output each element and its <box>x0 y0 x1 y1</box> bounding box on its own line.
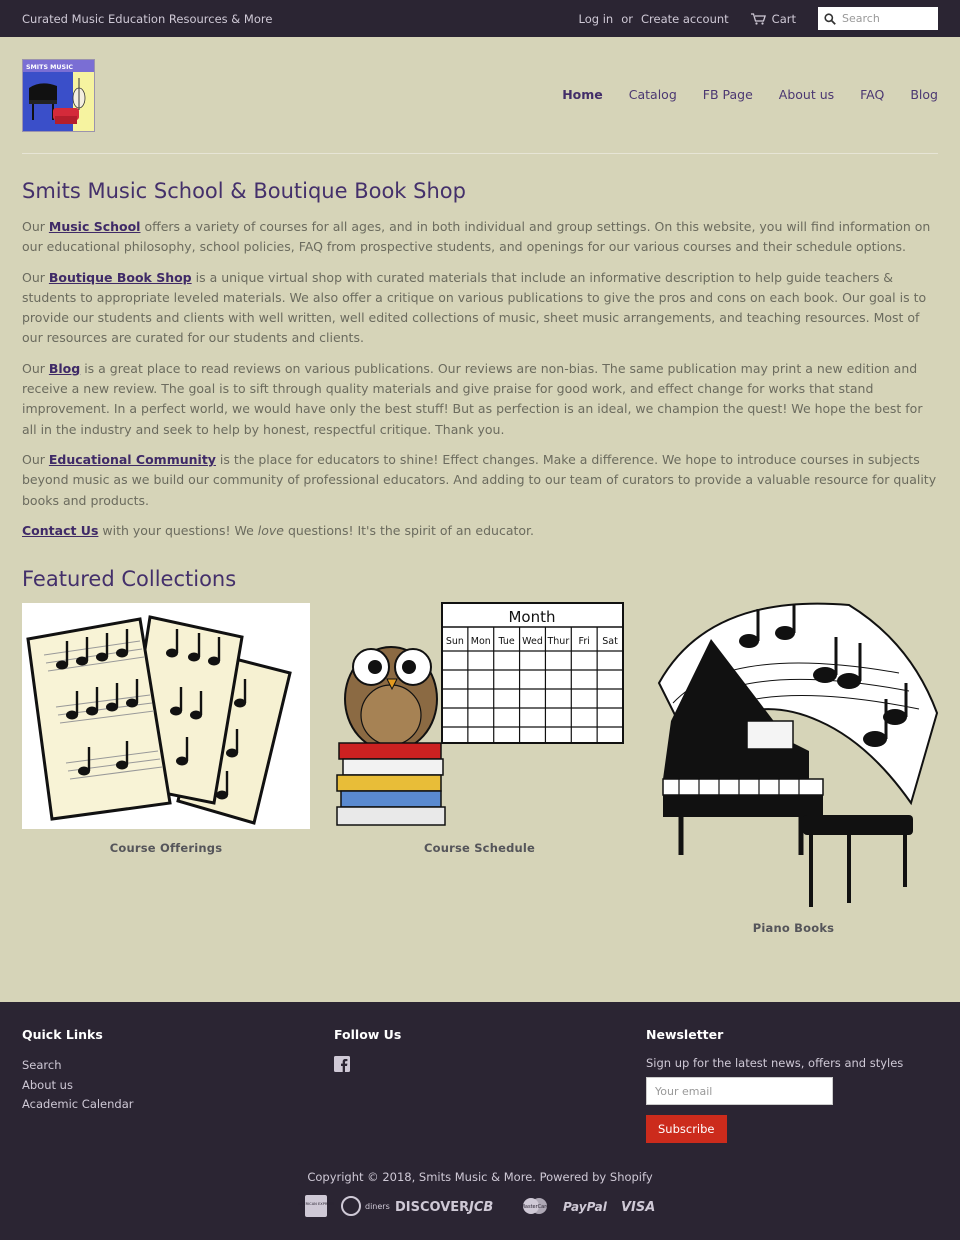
blog-link[interactable]: Blog <box>48 360 81 376</box>
collection-course-offerings[interactable] <box>22 603 310 935</box>
music-school-link[interactable]: Music School <box>48 219 141 234</box>
calendar-day-label: Tue <box>498 636 515 648</box>
copyright: Copyright © 2018, Smits Music & More. Powered by Shopify <box>307 1170 653 1184</box>
quick-links <box>22 1027 134 1115</box>
cart-label: Cart <box>771 11 796 26</box>
featured-title: Featured Collections <box>22 567 237 592</box>
newsletter-title: Newsletter <box>646 1027 724 1042</box>
calendar-day-label: Thur <box>547 636 570 648</box>
jcb-icon <box>469 1195 507 1217</box>
paragraph-music-school: Our Music School offers a variety of courses for all ages, and in both individual and group settings. On this website, you will find information on our educational philosophy, school policies, FAQ from prospective students, and openings for our various courses and their schedule options. <box>22 219 931 255</box>
paypal-icon <box>563 1195 607 1217</box>
owl-calendar-image <box>335 603 624 829</box>
calendar-day-label: Fri <box>578 636 590 648</box>
collection-caption[interactable]: Course Offerings <box>109 841 223 856</box>
nav-blog[interactable]: Blog <box>910 87 938 102</box>
svg-text:MasterCard: MasterCard <box>520 1204 550 1210</box>
subscribe-button[interactable]: Subscribe <box>646 1115 727 1143</box>
visa-icon <box>621 1195 655 1217</box>
cart-link[interactable] <box>751 12 796 26</box>
follow-us <box>334 1027 401 1076</box>
footer-link-about-us[interactable]: About us <box>22 1077 73 1092</box>
svg-text:PayPal: PayPal <box>563 1200 607 1214</box>
discover-icon <box>395 1195 470 1217</box>
site-footer <box>0 1002 960 1240</box>
amex-icon <box>297 1195 335 1217</box>
newsletter <box>646 1027 903 1143</box>
paragraph-blog: Our Blog is a great place to read reviews on various publications. Our reviews are non-bias. The same publication may print a new edition and receive a new review. The goal is to sift through quality materials and give praise for good work, and effect change for works that stand improvement. In a perfect world, we would have only the best stuff! But as perfection is an ideal, we champion the quest! We hope the best for all in the industry and seek to help by honest, respectful critique. Thank you. <box>22 360 923 437</box>
follow-us-title: Follow Us <box>334 1027 402 1042</box>
login-link[interactable]: Log in <box>578 11 614 26</box>
nav-catalog[interactable]: Catalog <box>628 87 677 102</box>
site-header <box>22 37 938 154</box>
newsletter-text: Sign up for the latest news, offers and styles <box>646 1056 904 1070</box>
main-nav <box>562 87 938 102</box>
nav-fb-page[interactable]: FB Page <box>702 87 753 102</box>
email-input[interactable]: Your email <box>646 1077 833 1105</box>
sheet-music-image <box>22 603 310 829</box>
collection-caption[interactable]: Piano Books <box>752 921 835 936</box>
collection-piano-books[interactable] <box>649 603 938 935</box>
search-input[interactable] <box>842 12 928 25</box>
svg-text:JCB: JCB <box>469 1200 494 1215</box>
page-title: Smits Music School & Boutique Book Shop <box>22 179 466 203</box>
search-box[interactable] <box>818 7 938 30</box>
nav-faq[interactable]: FAQ <box>860 87 885 102</box>
site-logo[interactable] <box>22 59 95 132</box>
footer-link-search[interactable]: Search <box>22 1058 62 1072</box>
payment-icons <box>0 1195 960 1217</box>
educational-community-link[interactable]: Educational Community <box>48 451 216 467</box>
collection-course-schedule[interactable] <box>335 603 624 935</box>
top-bar <box>0 0 960 37</box>
svg-text:VISA: VISA <box>621 1200 656 1215</box>
paragraph-contact: Contact Us with your questions! We love questions! It's the spirit of an educator. <box>22 522 535 538</box>
search-icon[interactable] <box>824 13 836 25</box>
boutique-book-shop-link[interactable]: Boutique Book Shop <box>48 269 192 285</box>
piano-image <box>649 603 938 909</box>
diners-icon <box>341 1195 390 1217</box>
main-content <box>0 179 960 935</box>
paragraph-book-shop: Our Boutique Book Shop is a unique virtual shop with curated materials that include an informative description to help guide teachers & students to appropriate leveled materials. We also offer a critique on various publications to give the pros and cons on each book. Our goal is to provide our students and clients with well written, well edited collections of music, sheet music arrangements, and teaching resources. Most of our resources are curated for our students and clients. <box>22 269 927 346</box>
calendar-day-label: Sat <box>602 636 618 648</box>
facebook-icon[interactable] <box>334 1056 350 1076</box>
quick-links-title: Quick Links <box>22 1027 103 1042</box>
nav-home[interactable]: Home <box>562 87 603 102</box>
nav-about-us[interactable]: About us <box>778 87 835 102</box>
paragraph-community: Our Educational Community is the place for educators to shine! Effect changes. Make a difference. We hope to introduce courses in subjects beyond music as we build our community of professional educators. And adding to our team of curators to provide a valuable resource for quality books and products. <box>22 451 937 508</box>
calendar-month: Month <box>508 608 556 627</box>
collection-caption[interactable]: Course Schedule <box>423 841 536 856</box>
footer-link-academic-calendar[interactable]: Academic Calendar <box>22 1097 134 1111</box>
svg-text:diners: diners <box>365 1202 390 1211</box>
logo-text: SMITS MUSIC <box>26 64 74 71</box>
contact-us-link[interactable]: Contact Us <box>22 522 99 538</box>
featured-collections <box>22 603 938 935</box>
calendar-day-label: Mon <box>470 636 491 648</box>
calendar-day-label: Wed <box>522 636 543 648</box>
create-account-link[interactable]: Create account <box>640 11 729 26</box>
or-text: or <box>621 11 633 26</box>
svg-text:AMERICAN EXPRESS: AMERICAN EXPRESS <box>297 1202 335 1206</box>
mastercard-icon <box>521 1195 549 1217</box>
cart-icon <box>751 13 766 25</box>
svg-text:DISCOVER: DISCOVER <box>395 1200 470 1215</box>
calendar-day-label: Sun <box>445 636 464 648</box>
tagline: Curated Music Education Resources & More <box>22 11 273 26</box>
logo-image <box>23 60 94 131</box>
